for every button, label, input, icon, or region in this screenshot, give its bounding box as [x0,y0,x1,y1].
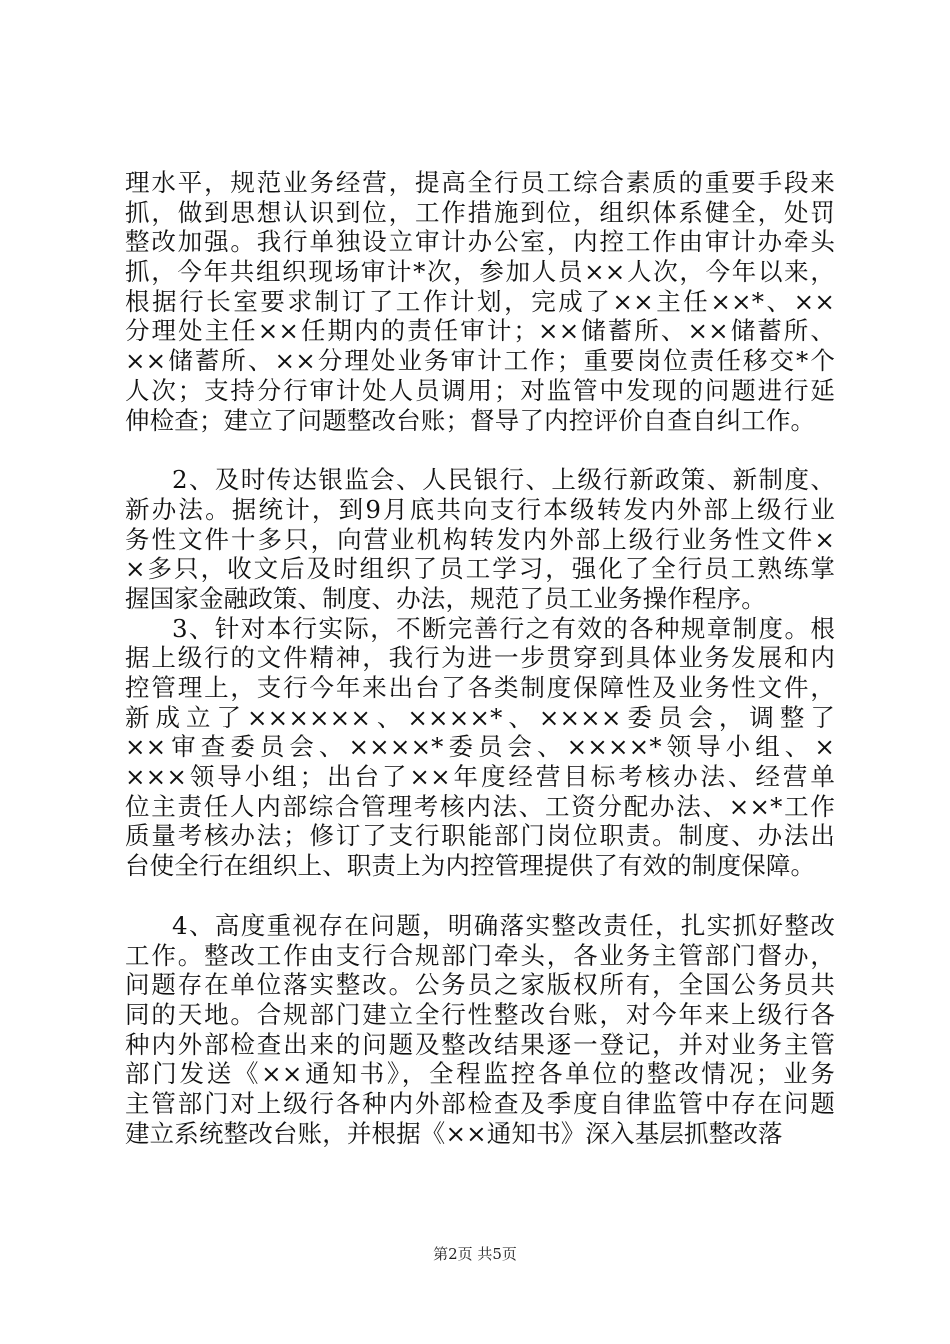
text-line: 伸检查；建立了问题整改台账；督导了内控评价自查自纠工作。 [125,405,816,435]
paragraph-gap [125,435,835,465]
text-line: 抓，今年共组织现场审计*次，参加人员××人次，今年以来， [125,257,835,287]
text-line: 新成立了××××××、××××*、××××委员会，调整了 [125,702,835,732]
text-line: 整改加强。我行单独设立审计办公室，内控工作由审计办牵头 [125,227,835,257]
paragraph-2 [125,465,835,613]
page-footer: 第2页 共5页 [433,1245,517,1263]
text-line: 工作。整改工作由支行合规部门牵头，各业务主管部门督办， [125,940,835,970]
text-line: 2、及时传达银监会、人民银行、上级行新政策、新制度、 [172,465,835,495]
document-body [125,168,835,1148]
text-line: 新办法。据统计，到9月底共向支行本级转发内外部上级行业 [125,494,835,524]
paragraph-3 [125,614,835,881]
paragraph-1 [125,168,835,435]
text-line: 建立系统整改台账，并根据《××通知书》深入基层抓整改落 [125,1118,783,1148]
text-line: 控管理上，支行今年来出台了各类制度保障性及业务性文件， [125,673,835,702]
text-line: 务性文件十多只，向营业机构转发内外部上级行业务性文件× [125,524,835,554]
text-line: 主管部门对上级行各种内外部检查及季度自律监管中存在问题 [125,1088,835,1118]
text-line: 握国家金融政策、制度、办法，规范了员工业务操作程序。 [125,583,766,613]
paragraph-gap [125,881,835,911]
text-line: ××储蓄所、××分理处业务审计工作；重要岗位责任移交*个 [125,346,835,376]
paragraph-4 [125,911,835,1149]
text-line: ×多只，收文后及时组织了员工学习，强化了全行员工熟练掌 [125,554,835,584]
text-line: 分理处主任××任期内的责任审计；××储蓄所、××储蓄所、 [125,316,835,346]
text-line: 4、高度重视存在问题，明确落实整改责任，扎实抓好整改 [172,910,835,940]
text-line: 抓，做到思想认识到位，工作措施到位，组织体系健全，处罚 [125,197,835,227]
text-line: 种内外部检查出来的问题及整改结果逐一登记，并对业务主管 [125,1029,835,1059]
text-line: 人次；支持分行审计处人员调用；对监管中发现的问题进行延 [125,375,835,405]
text-line: 问题存在单位落实整改。公务员之家版权所有，全国公务员共 [125,970,835,1000]
text-line: 3、针对本行实际，不断完善行之有效的各种规章制度。根 [172,613,835,643]
text-line: 位主责任人内部综合管理考核内法、工资分配办法、××*工作 [125,791,835,821]
text-line: 根据行长室要求制订了工作计划，完成了××主任××*、×× [125,286,835,316]
text-line: ×××领导小组；出台了××年度经营目标考核办法、经营单 [125,762,835,792]
text-line: 据上级行的文件精神，我行为进一步贯穿到具体业务发展和内 [125,643,835,673]
text-line: 理水平，规范业务经营，提高全行员工综合素质的重要手段来 [125,168,835,197]
text-line: ××审查委员会、××××*委员会、××××*领导小组、× [125,732,835,762]
text-line: 部门发送《××通知书》，全程监控各单位的整改情况；业务 [125,1059,835,1089]
text-line: 台使全行在组织上、职责上为内控管理提供了有效的制度保障。 [125,851,816,881]
text-line: 质量考核办法；修订了支行职能部门岗位职责。制度、办法出 [125,821,835,851]
text-line: 同的天地。合规部门建立全行性整改台账，对今年来上级行各 [125,999,835,1029]
